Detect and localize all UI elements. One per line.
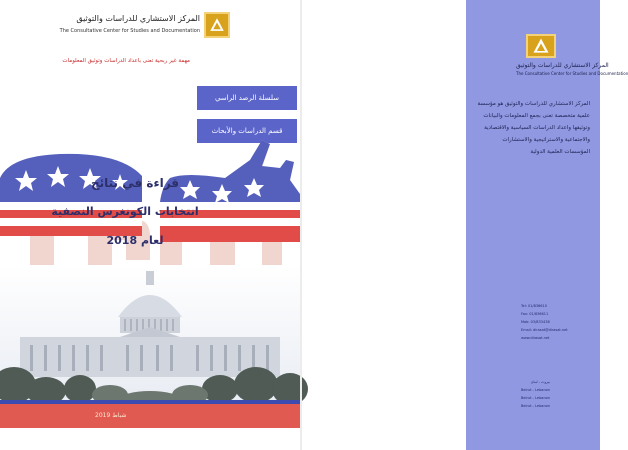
contact-line: Email: dirasat@dirasat.net bbox=[521, 328, 568, 332]
contact-line: Tel: 01/836610 bbox=[521, 304, 547, 308]
contact-line: Mob: 03/833438 bbox=[521, 320, 550, 324]
report-title-line-1: قراءة في نتائج bbox=[90, 176, 180, 190]
publication-date: شباط 2019 bbox=[95, 412, 127, 419]
address-line: Beirut - Lebanon bbox=[521, 396, 551, 400]
back-org-name-arabic: المركز الاستشاري للدراسات والتوثيق bbox=[516, 62, 609, 69]
capitol-building-illustration bbox=[0, 265, 300, 405]
report-title-line-3: لعام 2018 bbox=[106, 234, 164, 247]
back-cover bbox=[466, 0, 628, 450]
back-description: المركز الاستشاري للدراسات والتوثيق هو مؤسسة علمية متخصصة تعنى بجمع المعلومات والبيانات وتوثيقها واعداد الدراسات السياسية والاقتصادية والاجتماعية والاستراتيجية والاستشارات المؤسسات العلمية الدولية bbox=[477, 101, 590, 155]
contact-line: Fax: 01/836611 bbox=[521, 312, 549, 316]
department-tag: قسم الدراسات والأبحاث bbox=[197, 119, 297, 143]
org-name-arabic: المركز الاستشاري للدراسات والتوثيق bbox=[76, 14, 200, 23]
contact-info bbox=[521, 302, 568, 342]
address-line: Beirut - Lebanon bbox=[521, 388, 551, 392]
series-tag: سلسلة الرصد الراسي bbox=[197, 86, 297, 110]
back-logo-icon bbox=[526, 34, 556, 58]
bottom-red-band bbox=[0, 404, 300, 428]
page-edge-divider bbox=[300, 0, 302, 450]
address-line: Beirut - Lebanon bbox=[521, 404, 551, 408]
org-name-english: The Consultative Center for Studies and Documentation bbox=[59, 28, 200, 34]
org-tagline: مهمة غير ربحية تعنى باعداد الدراسات وتوثيق المعلومات bbox=[62, 58, 190, 64]
address-line: بيروت - لبنان bbox=[530, 380, 551, 384]
address-block bbox=[521, 378, 550, 410]
back-org-name-english: The Consultative Center for Studies and Documentation bbox=[516, 71, 628, 76]
contact-line: www.dirasat.net bbox=[521, 336, 550, 340]
front-cover bbox=[0, 0, 300, 450]
center-logo-icon bbox=[204, 12, 230, 38]
report-title-line-2: انتخابات الكونغرس النصفية bbox=[51, 205, 199, 218]
